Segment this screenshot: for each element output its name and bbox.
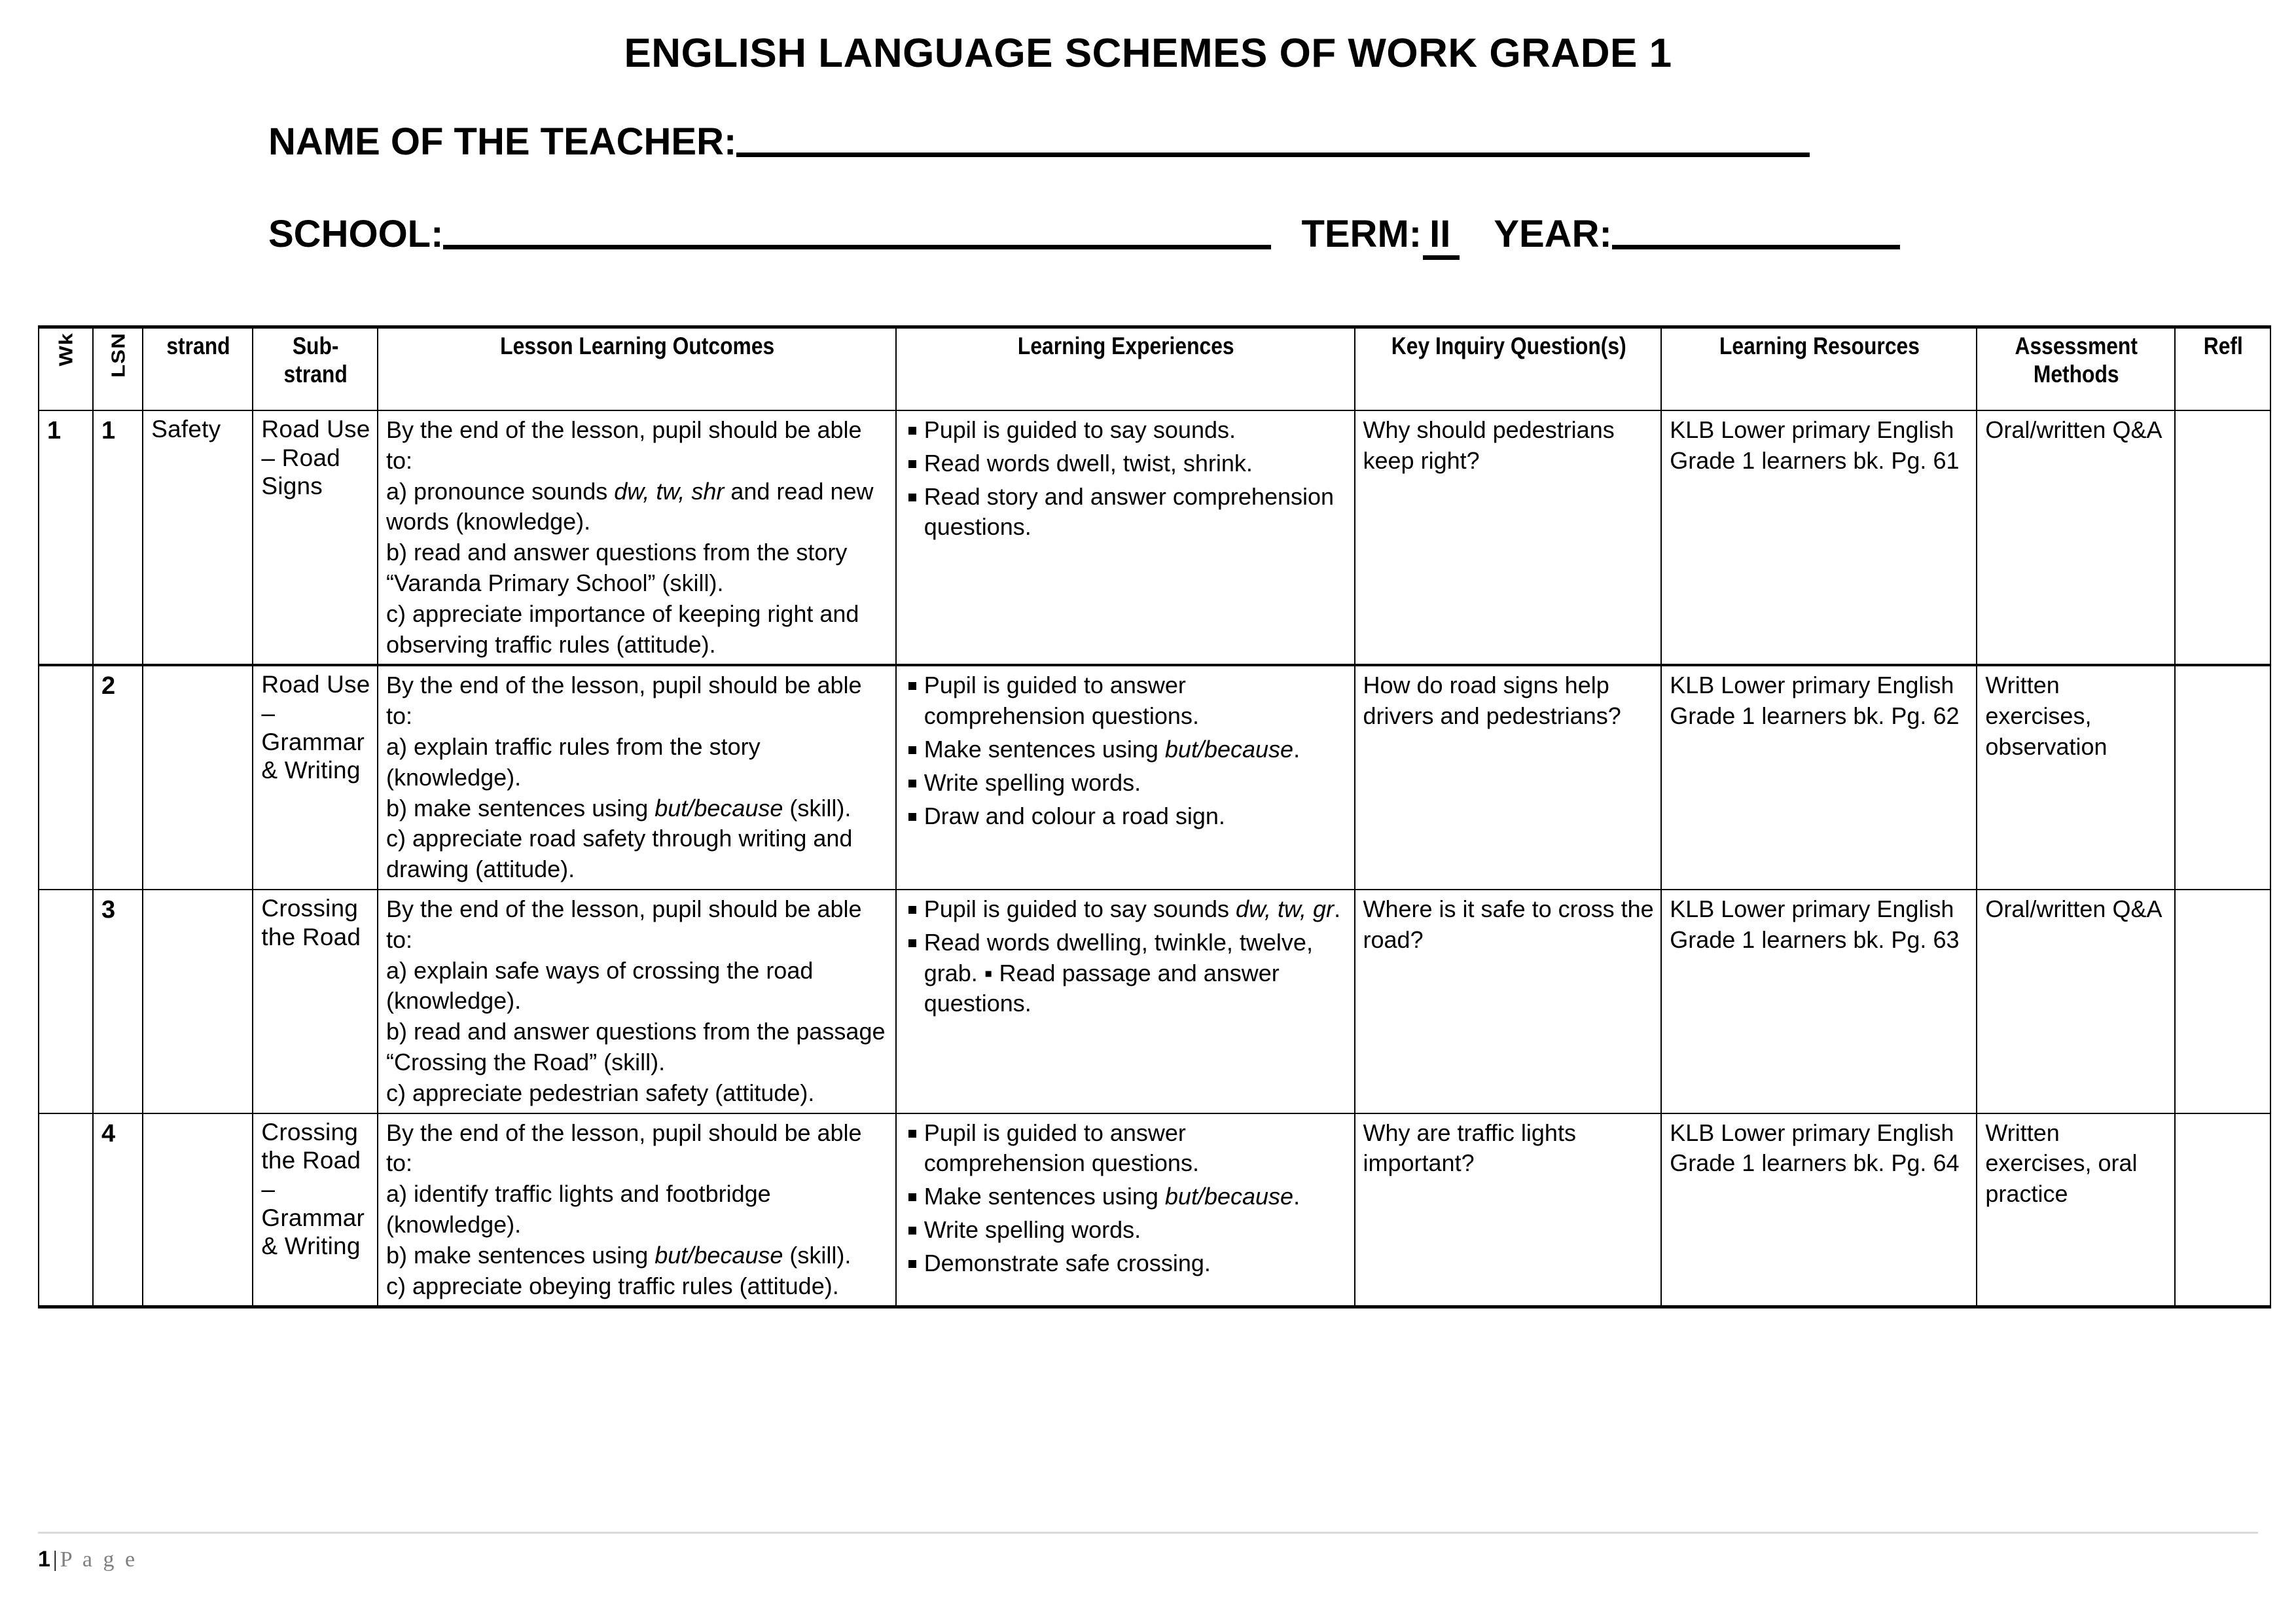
cell-week	[39, 1113, 93, 1307]
term-value[interactable]: II	[1423, 213, 1460, 260]
cell-strand	[143, 890, 253, 1113]
cell-lesson: 1	[93, 410, 143, 665]
col-header-assessment: Assessment Methods	[1991, 327, 2161, 411]
cell-learning-resources: KLB Lower primary English Grade 1 learners bk. Pg. 62	[1661, 665, 1977, 890]
cell-substrand: Road Use – Grammar & Writing	[253, 665, 378, 890]
year-field[interactable]	[1612, 209, 1900, 249]
col-header-strand: strand	[151, 327, 245, 411]
cell-lesson: 4	[93, 1113, 143, 1307]
cell-lesson: 2	[93, 665, 143, 890]
cell-strand: Safety	[143, 410, 253, 665]
cell-learning-outcomes: By the end of the lesson, pupil should be able to: a) explain traffic rules from the story (knowledge). b) make sentences using but/because (skill). c) appreciate road safety through writing and drawing (attitude).	[378, 665, 896, 890]
school-label: SCHOOL:	[268, 213, 444, 256]
cell-key-inquiry-question: Why should pedestrians keep right?	[1355, 410, 1662, 665]
cell-learning-experiences: Pupil is guided to answer comprehension questions. Make sentences using but/because. Write spelling words. Demonstrate safe crossing.	[896, 1113, 1355, 1307]
page-title: ENGLISH LANGUAGE SCHEMES OF WORK GRADE 1	[624, 31, 1672, 76]
schemes-of-work-table	[38, 325, 2271, 1308]
footer-page-number: 1	[38, 1547, 50, 1572]
cell-week: 1	[39, 410, 93, 665]
cell-key-inquiry-question: Where is it safe to cross the road?	[1355, 890, 1662, 1113]
cell-assessment-methods: Oral/written Q&A	[1977, 890, 2175, 1113]
footer-page-label	[38, 1534, 2258, 1572]
school-field[interactable]	[443, 209, 1271, 249]
cell-learning-resources: KLB Lower primary English Grade 1 learners bk. Pg. 63	[1661, 890, 1977, 1113]
col-header-substrand: Sub-strand	[262, 327, 369, 411]
col-header-refl: Refl	[2181, 327, 2263, 411]
cell-reflection	[2175, 1113, 2270, 1307]
cell-learning-resources: KLB Lower primary English Grade 1 learners bk. Pg. 61	[1661, 410, 1977, 665]
cell-learning-experiences: Pupil is guided to answer comprehension questions. Make sentences using but/because. Write spelling words. Draw and colour a road sign.	[896, 665, 1355, 890]
cell-learning-outcomes: By the end of the lesson, pupil should be able to: a) explain safe ways of crossing the road (knowledge). b) read and answer questions from the passage “Crossing the Road” (skill). c) appreciate pedestrian safety (attitude).	[378, 890, 896, 1113]
cell-key-inquiry-question: How do road signs help drivers and pedestrians?	[1355, 665, 1662, 890]
cell-substrand: Crossing the Road	[253, 890, 378, 1113]
cell-assessment-methods: Written exercises, observation	[1977, 665, 2175, 890]
cell-reflection	[2175, 410, 2270, 665]
cell-substrand: Road Use – Road Signs	[253, 410, 378, 665]
col-header-experiences: Learning Experiences	[928, 327, 1323, 411]
schemes-of-work-table-wrapper	[38, 325, 2271, 1308]
col-header-resources: Learning Resources	[1683, 327, 1955, 411]
col-header-wk: Wk	[43, 327, 89, 411]
cell-learning-resources: KLB Lower primary English Grade 1 learners bk. Pg. 64	[1661, 1113, 1977, 1307]
cell-strand	[143, 665, 253, 890]
cell-week	[39, 665, 93, 890]
table-header-row	[39, 327, 2270, 411]
table-body	[39, 410, 2270, 1307]
cell-assessment-methods: Written exercises, oral practice	[1977, 1113, 2175, 1307]
cell-reflection	[2175, 665, 2270, 890]
col-header-outcomes: Lesson Learning Outcomes	[414, 327, 859, 411]
teacher-name-label: NAME OF THE TEACHER:	[268, 120, 737, 164]
col-header-lsn: LSN	[96, 327, 139, 411]
table-row	[39, 1113, 2270, 1307]
term-label: TERM:	[1301, 213, 1422, 256]
cell-substrand: Crossing the Road – Grammar & Writing	[253, 1113, 378, 1307]
cell-learning-outcomes: By the end of the lesson, pupil should be able to: a) pronounce sounds dw, tw, shr and read new words (knowledge). b) read and answer questions from the story “Varanda Primary School” (skill). c) appreciate importance of keeping right and observing traffic rules (attitude).	[378, 410, 896, 665]
cell-week	[39, 890, 93, 1113]
school-term-year-line	[0, 163, 2296, 260]
cell-learning-outcomes: By the end of the lesson, pupil should be able to: a) identify traffic lights and footbridge (knowledge). b) make sentences using but/because (skill). c) appreciate obeying traffic rules (attitude).	[378, 1113, 896, 1307]
footer-separator: |	[52, 1547, 58, 1572]
table-row	[39, 665, 2270, 890]
table-row	[39, 410, 2270, 665]
table-row	[39, 890, 2270, 1113]
year-label: YEAR:	[1494, 213, 1612, 256]
cell-learning-experiences: Pupil is guided to say sounds. Read words dwell, twist, shrink. Read story and answer comprehension questions.	[896, 410, 1355, 665]
col-header-inquiry: Key Inquiry Question(s)	[1376, 327, 1640, 411]
page-footer	[38, 1532, 2258, 1572]
teacher-name-field[interactable]	[736, 117, 1810, 157]
cell-assessment-methods: Oral/written Q&A	[1977, 410, 2175, 665]
cell-reflection	[2175, 890, 2270, 1113]
cell-learning-experiences: Pupil is guided to say sounds dw, tw, gr. Read words dwelling, twinkle, twelve, grab. ▪ Read passage and answer questions.	[896, 890, 1355, 1113]
cell-lesson: 3	[93, 890, 143, 1113]
cell-strand	[143, 1113, 253, 1307]
teacher-name-line	[0, 76, 2296, 163]
footer-page-word: P a g e	[60, 1547, 138, 1572]
cell-key-inquiry-question: Why are traffic lights important?	[1355, 1113, 1662, 1307]
